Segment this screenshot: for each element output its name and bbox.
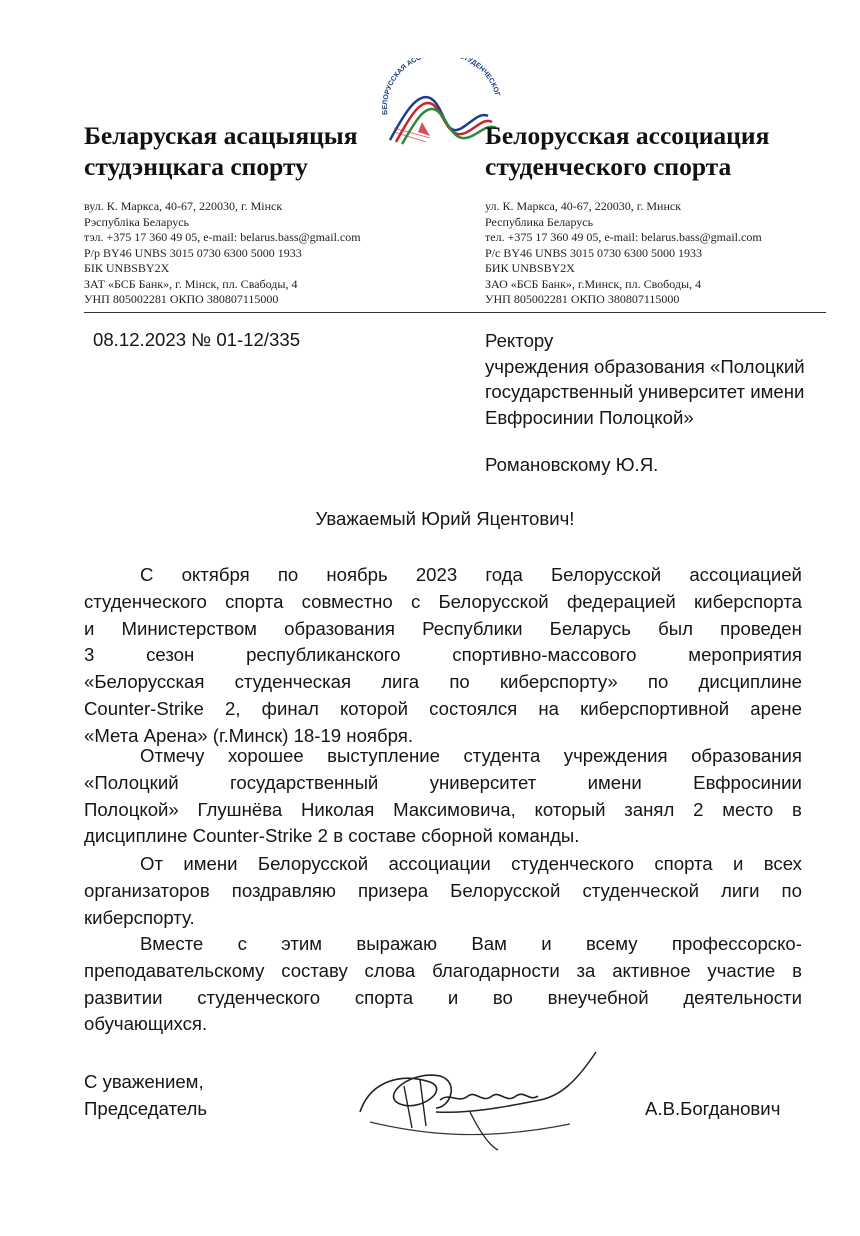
- body-line: организаторов поздравляю призера Белорусской студенческой лиги по: [84, 879, 802, 901]
- body-line: «Полоцкий государственный университет имени Евфросинии: [84, 771, 802, 793]
- address-line: тел. +375 17 360 49 05, e-mail: belarus.bass@gmail.com: [485, 230, 762, 244]
- recipient-line: Евфросинии Полоцкой»: [485, 406, 694, 428]
- document-reference: 08.12.2023 № 01-12/335: [93, 329, 301, 350]
- org-name-line: студенческого спорта: [485, 152, 732, 181]
- salutation: Уважаемый Юрий Яцентович!: [315, 508, 575, 529]
- recipient-line: Ректору: [485, 330, 554, 351]
- body-line: обучающихся.: [84, 1013, 208, 1035]
- body-line: дисциплине Counter-Strike 2 в составе сборной команды.: [84, 825, 580, 847]
- address-line: УНП 805002281 ОКПО 380807115000: [485, 292, 680, 306]
- body-line: Вместе с этим выражаю Вам и всему профессорско-: [140, 933, 802, 954]
- body-line: С октября по ноябрь 2023 года Белорусской ассоциацией: [140, 564, 802, 585]
- address-line: ЗАО «БСБ Банк», г.Минск, пл. Свободы, 4: [485, 276, 702, 291]
- body-line: преподавательскому составу слова благодарности за активное участие в: [84, 959, 802, 981]
- body-line: 3 сезон республиканского спортивно-массового мероприятия: [84, 644, 802, 666]
- body-line: Отмечу хорошее выступление студента учреждения образования: [140, 745, 802, 766]
- body-line: киберспорту.: [84, 906, 195, 928]
- recipient-name: Романовскому Ю.Я.: [485, 454, 659, 475]
- address-line: ул. К. Маркса, 40-67, 220030, г. Минск: [485, 199, 682, 213]
- address-line: Р/р BY46 UNBS 3015 0730 6300 5000 1933: [84, 245, 302, 260]
- recipient-line: государственный университет имени: [485, 381, 805, 402]
- recipient-line: учреждения образования «Полоцкий: [485, 355, 805, 377]
- address-line: тэл. +375 17 360 49 05, e-mail: belarus.bass@gmail.com: [84, 230, 361, 244]
- signature-icon: [340, 1042, 610, 1152]
- signer-position: Председатель: [84, 1098, 208, 1119]
- svg-text:БЕЛОРУССКАЯ АССОЦИАЦИЯ СТУДЕНЧ: БЕЛОРУССКАЯ АСС ТУДЕНЧЕСКОГ: [381, 58, 501, 116]
- body-line: Полоцкой» Глушнёва Николая Максимовича, который занял 2 место в: [84, 798, 802, 820]
- address-line: ЗАТ «БСБ Банк», г. Мінск, пл. Свабоды, 4: [84, 276, 298, 291]
- body-line: Counter-Strike 2, финал которой состоялся на киберспортивной арене: [84, 698, 802, 719]
- org-name-line: Беларуская асацыяцыя: [84, 121, 358, 150]
- body-line: «Белорусская студенческая лига по киберспорту» по дисциплине: [84, 671, 802, 693]
- signer-name: А.В.Богданович: [645, 1098, 781, 1119]
- body-line: От имени Белорусской ассоциации студенческого спорта и всех: [140, 853, 802, 874]
- handwritten-signature: [340, 1042, 610, 1152]
- address-line: вул. К. Маркса, 40-67, 220030, г. Мінск: [84, 199, 283, 213]
- org-name-line: Белорусская ассоциация: [485, 121, 770, 150]
- org-name-line: студэнцкага спорту: [84, 152, 308, 181]
- body-line: и Министерством образования Республики Беларусь был проведен: [84, 617, 802, 639]
- closing-regards: С уважением,: [84, 1071, 204, 1092]
- body-line: развитии студенческого спорта и во внеучебной деятельности: [84, 986, 802, 1008]
- address-line: Р/с BY46 UNBS 3015 0730 6300 5000 1933: [485, 245, 703, 260]
- address-line: УНП 805002281 ОКПО 380807115000: [84, 292, 279, 306]
- body-line: студенческого спорта совместно с Белорусской федерацией киберспорта: [84, 590, 802, 612]
- body-line: «Мета Арена» (г.Минск) 18-19 ноября.: [84, 724, 413, 746]
- address-line: БИК UNBSBY2X: [485, 261, 575, 275]
- address-line: Рэспубліка Беларусь: [84, 214, 189, 229]
- address-line: БІК UNBSBY2X: [84, 261, 170, 275]
- address-line: Республика Беларусь: [485, 214, 594, 229]
